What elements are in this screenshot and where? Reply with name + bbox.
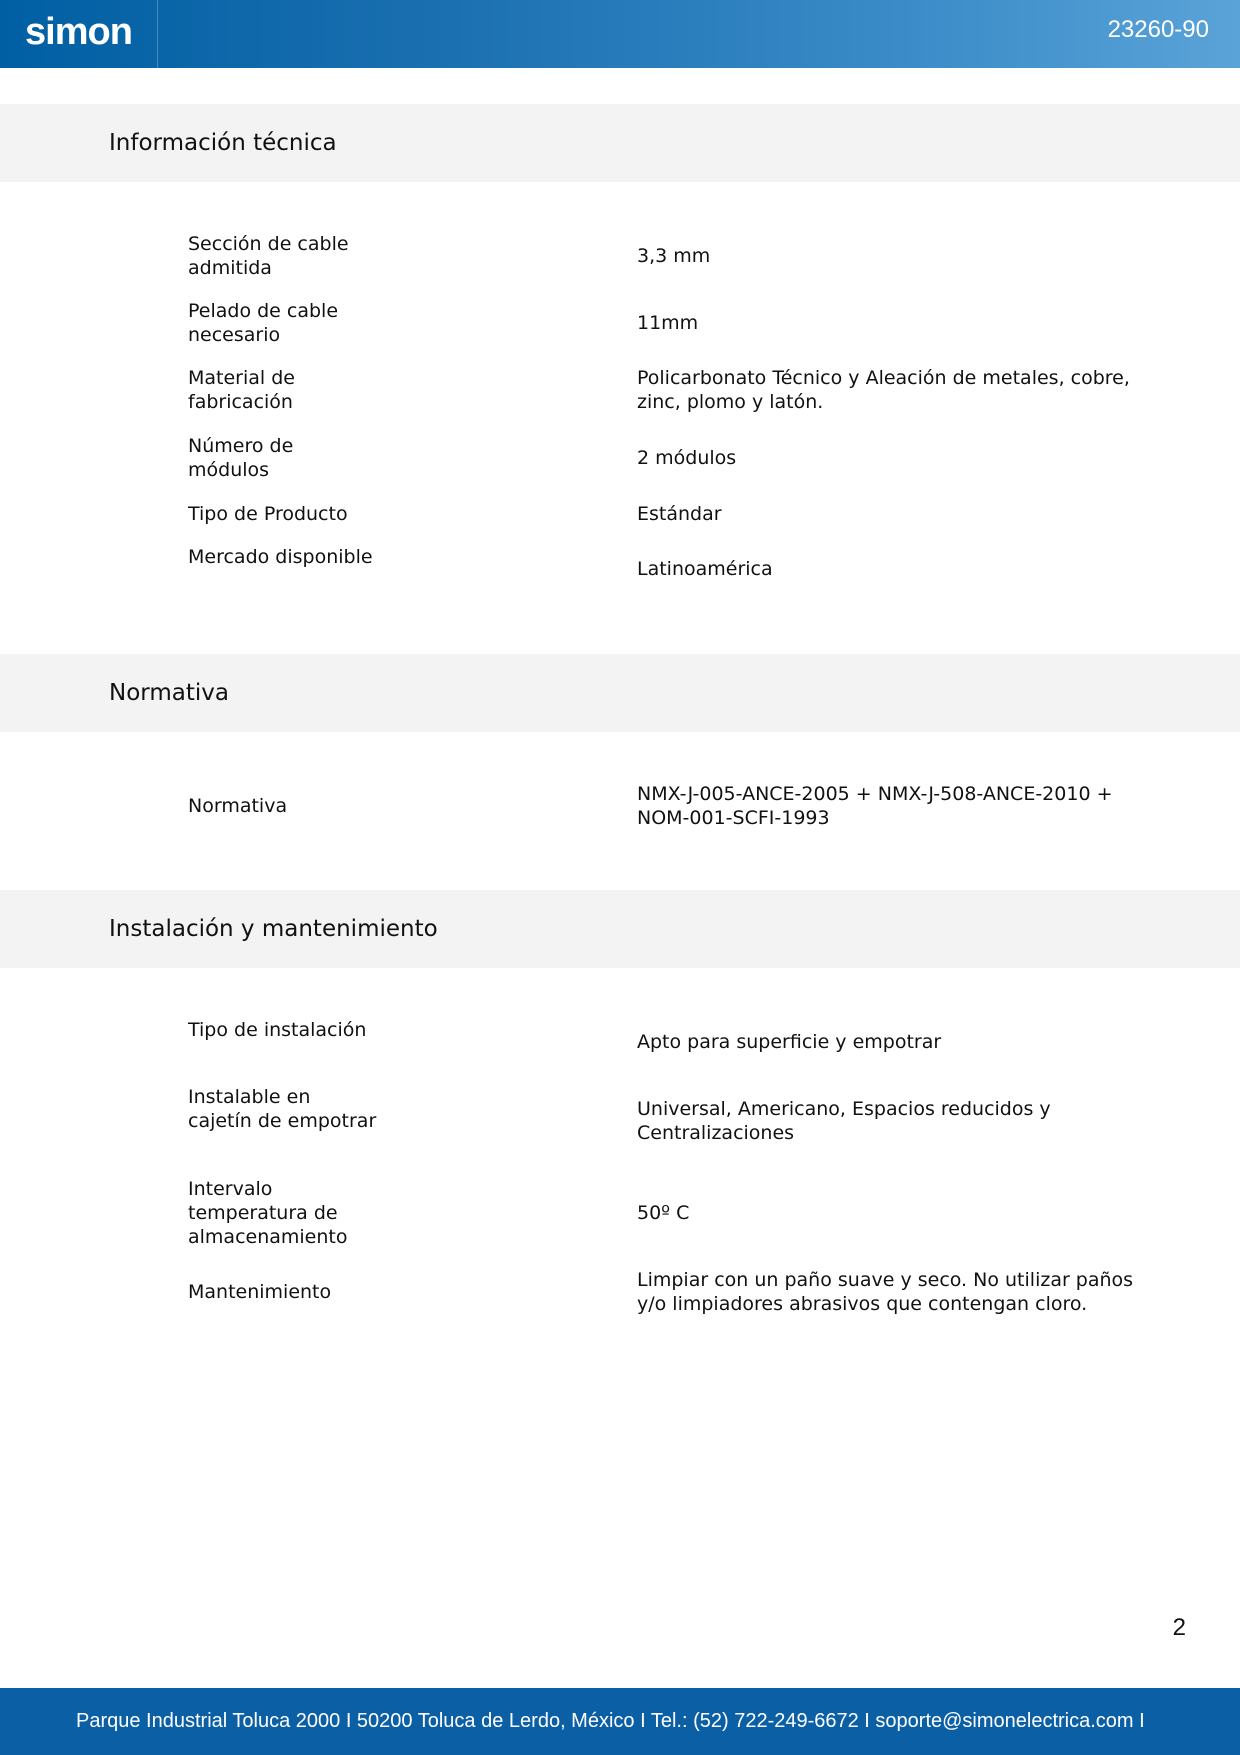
spec-value: NMX-J-005-ANCE-2005 + NMX-J-508-ANCE-2010 + NOM-001-SCFI-1993 bbox=[637, 783, 1113, 829]
spec-label: Instalable en cajetín de empotrar bbox=[188, 1086, 377, 1132]
product-reference: 23260-90 bbox=[1107, 16, 1209, 43]
spec-label: Normativa bbox=[188, 795, 288, 817]
spec-label: Tipo de Producto bbox=[188, 503, 348, 525]
spec-label: Material de fabricación bbox=[188, 367, 295, 413]
logo-text: simon bbox=[25, 10, 132, 53]
section-title: Normativa bbox=[109, 680, 229, 706]
footer-contact-text: Parque Industrial Toluca 2000 I 50200 Toluca de Lerdo, México I Tel.: (52) 722-249-6672 I soporte@simonelectrica.com I bbox=[76, 1710, 1145, 1732]
spec-label: Pelado de cable necesario bbox=[188, 300, 339, 346]
spec-value: Apto para superficie y empotrar bbox=[637, 1031, 942, 1053]
spec-value: 11mm bbox=[637, 312, 699, 334]
section-header-technical bbox=[0, 104, 1240, 182]
spec-value: 3,3 mm bbox=[637, 245, 711, 267]
spec-value: Latinoamérica bbox=[637, 558, 773, 580]
section-header-installation bbox=[0, 890, 1240, 968]
spec-value: Policarbonato Técnico y Aleación de metales, cobre, zinc, plomo y latón. bbox=[637, 367, 1130, 413]
spec-value: 50º C bbox=[637, 1202, 690, 1224]
spec-label: Número de módulos bbox=[188, 435, 294, 481]
spec-label: Sección de cable admitida bbox=[188, 233, 349, 279]
page-number: 2 bbox=[1172, 1614, 1186, 1641]
brand-logo bbox=[0, 0, 158, 68]
header-bar bbox=[0, 0, 1240, 68]
section-title: Instalación y mantenimiento bbox=[109, 916, 438, 942]
spec-value: Limpiar con un paño suave y seco. No utilizar paños y/o limpiadores abrasivos que contengan cloro. bbox=[637, 1269, 1134, 1315]
spec-value: Universal, Americano, Espacios reducidos y Centralizaciones bbox=[637, 1098, 1051, 1144]
spec-label: Mercado disponible bbox=[188, 546, 373, 568]
section-header-normativa bbox=[0, 654, 1240, 732]
spec-value: Estándar bbox=[637, 503, 722, 525]
footer-bar bbox=[0, 1688, 1240, 1755]
spec-label: Intervalo temperatura de almacenamiento bbox=[188, 1178, 348, 1248]
spec-label: Mantenimiento bbox=[188, 1281, 332, 1303]
spec-label: Tipo de instalación bbox=[188, 1019, 367, 1041]
spec-value: 2 módulos bbox=[637, 447, 737, 469]
section-title: Información técnica bbox=[109, 130, 337, 156]
